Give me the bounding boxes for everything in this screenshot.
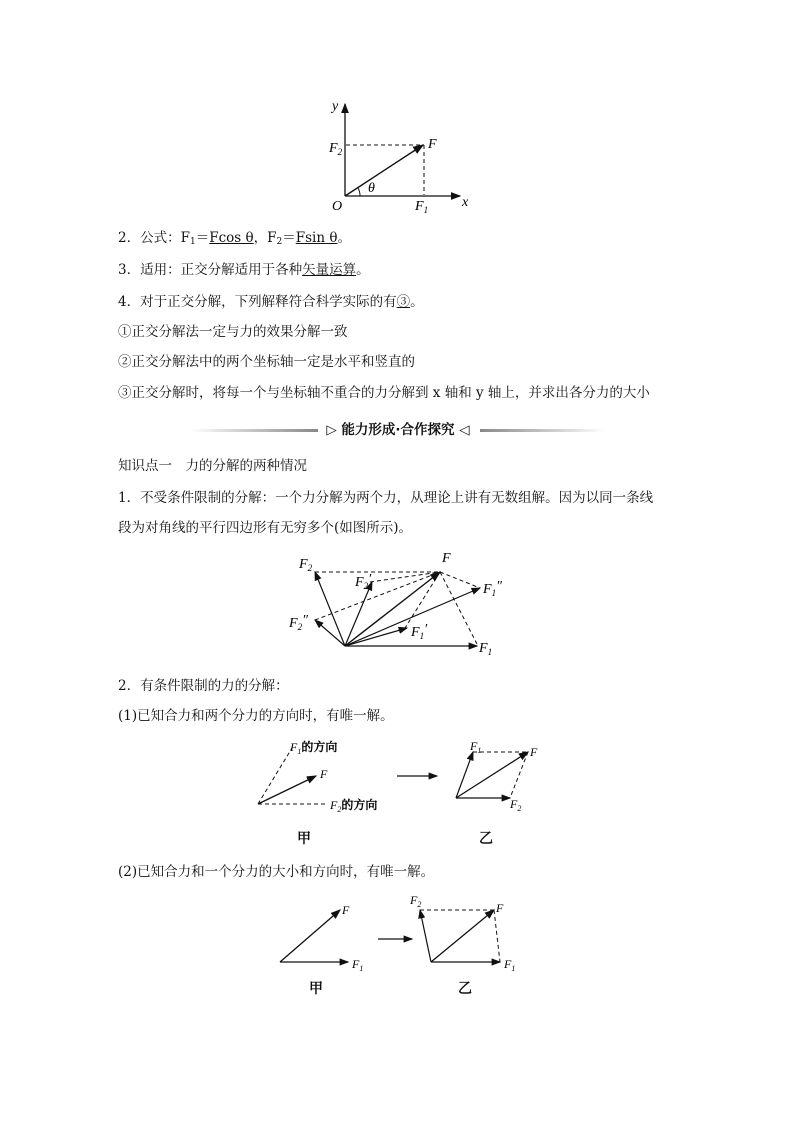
option-2: ②正交分解法中的两个坐标轴一定是水平和竖直的 — [118, 354, 415, 370]
force-f-vector — [280, 910, 340, 962]
paragraph-1-line-1: 1．不受条件限制的分解：一个力分解为两个力，从理论上讲有无数组解。因为以同一条线 — [118, 490, 654, 506]
given-component-diagram-yi — [404, 890, 528, 974]
case-1: (1)已知合力和两个分力的方向时，有唯一解。 — [118, 708, 394, 724]
f1-prime-label: $F_1'$ — [411, 622, 428, 641]
theta-angle-arc — [358, 188, 360, 196]
f1-label: $F_1$ — [352, 957, 364, 973]
f-label: F — [428, 137, 437, 152]
force-f2-vector — [315, 572, 345, 646]
f-label: F — [442, 551, 451, 566]
knowledge-point-1: 知识点一 力的分解的两种情况 — [118, 458, 307, 474]
dashed-line — [510, 752, 528, 798]
f1-label: $F_1$ — [470, 739, 482, 755]
section-banner — [190, 420, 606, 440]
f1-label: $F_1$ — [415, 199, 429, 215]
x-axis-label: x — [462, 195, 469, 210]
caption-yi: 乙 — [458, 981, 472, 997]
f-label: F — [342, 903, 350, 917]
dashed-line — [494, 910, 500, 962]
y-axis-label: y — [332, 99, 339, 114]
f2-label: $F_2$ — [410, 893, 422, 909]
infinite-decomposition-diagram — [285, 548, 525, 660]
application-line: 3．适用：正交分解适用于各种矢量运算。 — [118, 262, 370, 278]
option-3: ③正交分解时，将每一个与坐标轴不重合的力分解到 x 轴和 y 轴上，并求出各分力的大小 — [118, 385, 650, 401]
f1-label: $F_1$ — [479, 641, 493, 657]
f-label: F — [496, 901, 504, 915]
banner-title: ▷ 能力形成·合作探究 ◁ — [326, 422, 470, 438]
paragraph-2: 2．有条件限制的力的分解： — [118, 678, 289, 694]
given-component-diagram-jia — [272, 898, 372, 974]
force-f1-prime-vector — [345, 628, 407, 646]
dashed-line — [405, 572, 440, 628]
f2-double-prime-label: $F_2''$ — [289, 613, 308, 632]
force-f2-double-prime-vector — [315, 620, 345, 646]
force-f-vector — [431, 910, 494, 962]
paragraph-1-line-2: 段为对角线的平行四边形有无穷多个(如图所示)。 — [118, 520, 413, 536]
f1-direction-label: $F_1$的方向 — [290, 740, 338, 756]
question-4: 4．对于正交分解，下列解释符合科学实际的有③。 — [118, 294, 424, 310]
theta-label: θ — [368, 181, 375, 196]
caption-jia: 甲 — [297, 831, 311, 847]
case-2: (2)已知合力和一个分力的大小和方向时，有唯一解。 — [118, 864, 435, 880]
formula-line: 2．公式：$F_1=Fcos$ θ，$F_2=Fsin$ θ。 — [118, 230, 351, 247]
caption-yi: 乙 — [479, 831, 493, 847]
origin-label: O — [332, 199, 343, 214]
f2-direction-label: $F_2$的方向 — [330, 798, 378, 814]
f-label: F — [320, 767, 328, 781]
force-f-vector — [345, 145, 423, 196]
dashed-line — [440, 572, 477, 644]
force-f2-vector — [420, 910, 431, 962]
f2-label: $F_2$ — [299, 557, 313, 573]
f-label: F — [530, 745, 538, 759]
f2-label: $F_2$ — [510, 797, 522, 813]
f1-label: $F_1$ — [504, 957, 516, 973]
f2-label: $F_2$ — [329, 141, 343, 157]
given-directions-diagram-jia — [250, 736, 400, 820]
option-1: ①正交分解法一定与力的效果分解一致 — [118, 324, 348, 340]
dashed-line — [440, 572, 480, 588]
force-f1-vector — [456, 752, 473, 798]
caption-jia: 甲 — [309, 981, 323, 997]
given-directions-diagram-yi — [448, 736, 548, 820]
orthogonal-decomposition-diagram — [320, 98, 480, 218]
f1-double-prime-label: $F_1''$ — [483, 579, 502, 598]
f2-prime-label: $F_2'$ — [355, 572, 372, 591]
arrow-right — [395, 770, 441, 782]
force-f-vector — [456, 752, 528, 798]
